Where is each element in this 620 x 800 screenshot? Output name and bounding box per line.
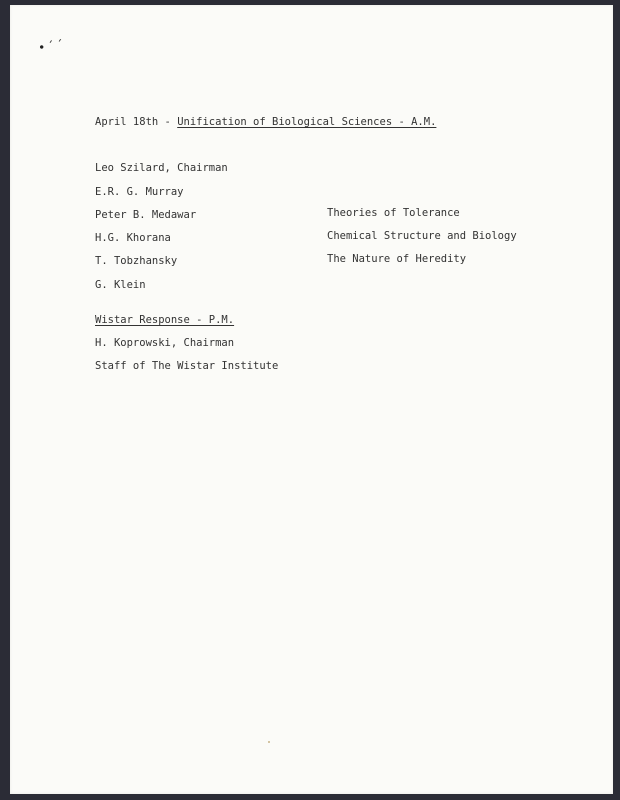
participant-name: H.G. Khorana: [95, 232, 171, 244]
afternoon-participant: Staff of The Wistar Institute: [95, 360, 279, 372]
session-heading: [95, 117, 436, 128]
session-title: Unification of Biological Sciences - A.M.: [177, 116, 437, 128]
paper-speck: [268, 741, 270, 743]
pencil-marks: •´´: [37, 37, 67, 55]
participant-name: Peter B. Medawar: [95, 209, 197, 221]
document-page: [10, 5, 613, 794]
participant-topic: The Nature of Heredity: [327, 253, 467, 265]
participant-name: Leo Szilard, Chairman: [95, 162, 228, 174]
session-date: April 18th: [95, 116, 159, 128]
participant-name: G. Klein: [95, 279, 146, 291]
afternoon-session-title: Wistar Response - P.M.: [95, 314, 235, 326]
participant-topic: Chemical Structure and Biology: [327, 230, 517, 242]
participant-topic: Theories of Tolerance: [327, 207, 460, 219]
afternoon-participant: H. Koprowski, Chairman: [95, 337, 235, 349]
participant-name: E.R. G. Murray: [95, 186, 184, 198]
heading-separator: -: [164, 116, 171, 128]
participant-name: T. Tobzhansky: [95, 255, 178, 267]
